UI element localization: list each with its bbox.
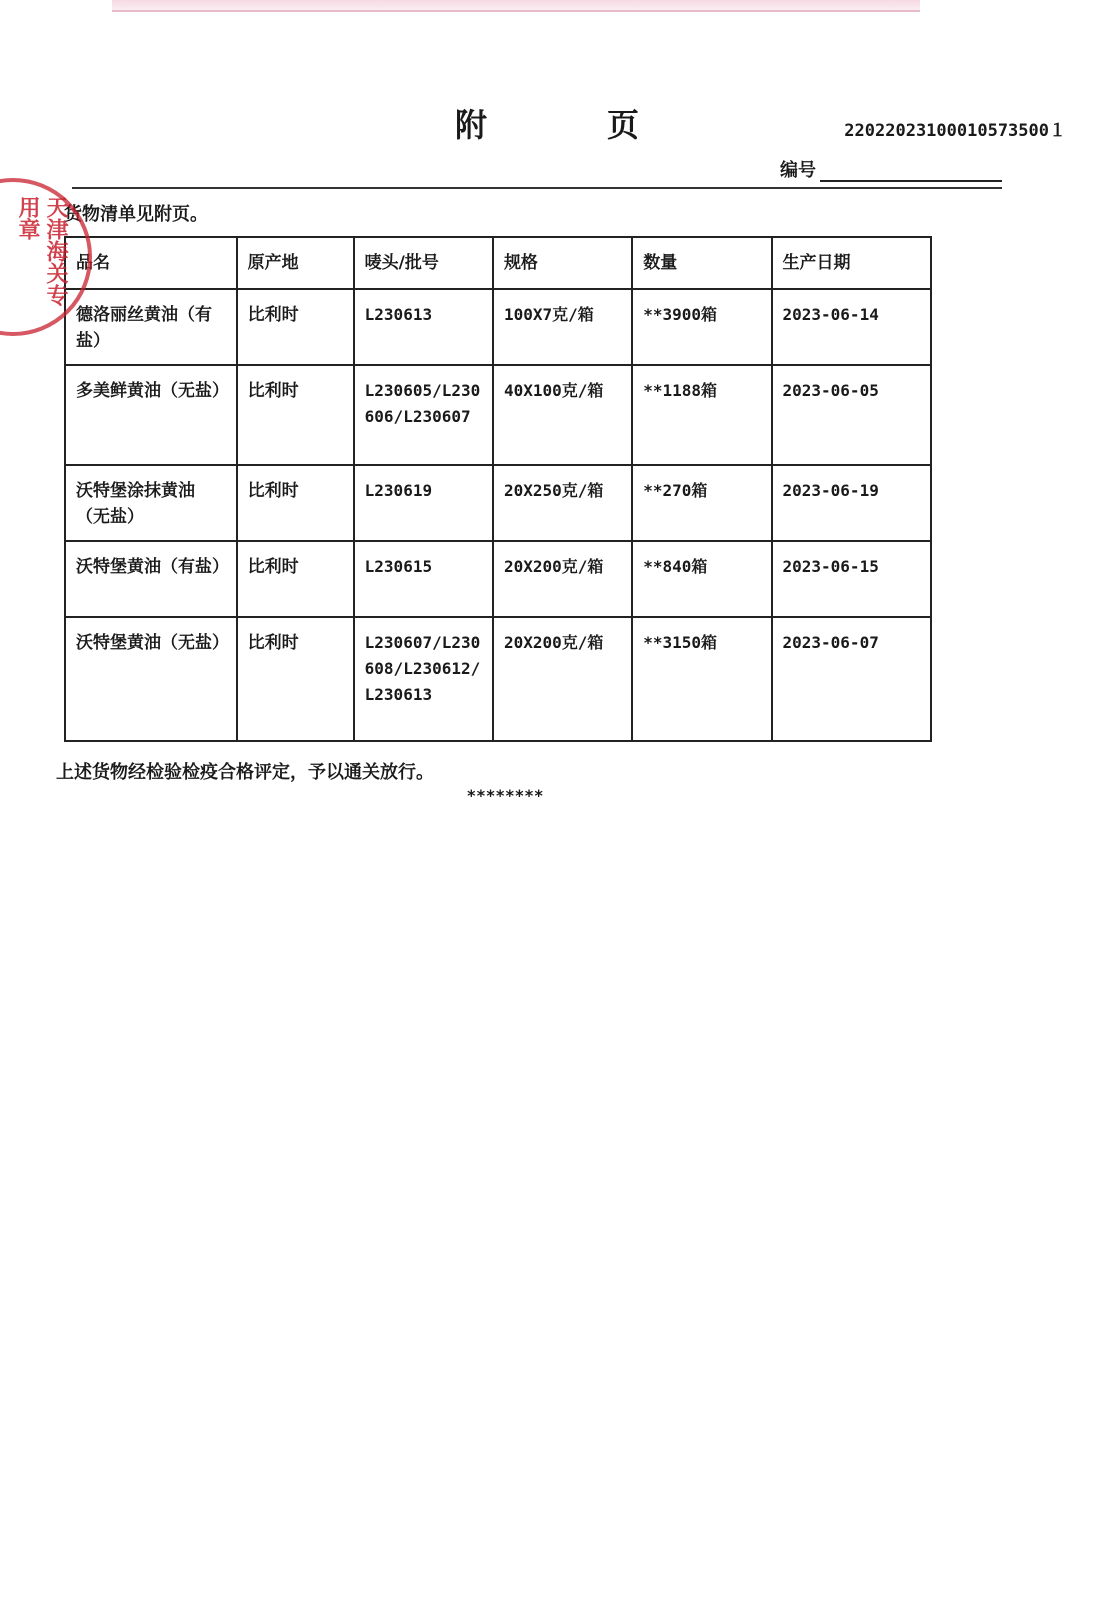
cell-name: 沃特堡涂抹黄油（无盐） xyxy=(65,465,237,541)
cell-name: 沃特堡黄油（无盐） xyxy=(65,617,237,741)
cell-origin: 比利时 xyxy=(237,465,354,541)
cell-date: 2023-06-14 xyxy=(772,289,932,365)
header-qty: 数量 xyxy=(632,237,771,289)
intro-text: 货物清单见附页。 xyxy=(64,204,208,225)
cell-origin: 比利时 xyxy=(237,617,354,741)
header-divider xyxy=(72,187,1002,189)
cell-qty: **3900箱 xyxy=(632,289,771,365)
cell-qty: **270箱 xyxy=(632,465,771,541)
table-row xyxy=(65,289,931,365)
cell-name: 多美鲜黄油（无盐） xyxy=(65,365,237,465)
cell-name: 沃特堡黄油（有盐） xyxy=(65,541,237,617)
cell-qty: **1188箱 xyxy=(632,365,771,465)
top-color-band xyxy=(112,0,920,12)
cell-qty: **840箱 xyxy=(632,541,771,617)
header-name: 品名 xyxy=(65,237,237,289)
certificate-number: 22022023100010573500１ xyxy=(844,121,1066,141)
serial-label: 编号 xyxy=(780,160,816,181)
table-header-row xyxy=(65,237,931,289)
page-title: 附页 xyxy=(454,106,759,144)
cell-spec: 20X250克/箱 xyxy=(493,465,632,541)
cell-origin: 比利时 xyxy=(237,365,354,465)
clearance-note: 上述货物经检验检疫合格评定，予以通关放行。 xyxy=(56,762,434,783)
cell-mark: L230615 xyxy=(354,541,493,617)
serial-blank-line xyxy=(820,162,1002,182)
cell-spec: 20X200克/箱 xyxy=(493,617,632,741)
seal-text: 天津海关专用章 xyxy=(15,196,69,306)
goods-table xyxy=(64,236,932,742)
table-row xyxy=(65,617,931,741)
cell-origin: 比利时 xyxy=(237,541,354,617)
cell-origin: 比利时 xyxy=(237,289,354,365)
cell-mark: L230607/L230608/L230612/L230613 xyxy=(354,617,493,741)
cell-name: 德洛丽丝黄油（有盐） xyxy=(65,289,237,365)
table-row xyxy=(65,365,931,465)
table-row xyxy=(65,465,931,541)
cell-qty: **3150箱 xyxy=(632,617,771,741)
cell-mark: L230605/L230606/L230607 xyxy=(354,365,493,465)
cell-mark: L230613 xyxy=(354,289,493,365)
header-spec: 规格 xyxy=(493,237,632,289)
cell-mark: L230619 xyxy=(354,465,493,541)
table-row xyxy=(65,541,931,617)
header-date: 生产日期 xyxy=(772,237,932,289)
cell-date: 2023-06-19 xyxy=(772,465,932,541)
cell-spec: 40X100克/箱 xyxy=(493,365,632,465)
cell-date: 2023-06-05 xyxy=(772,365,932,465)
end-mark: ******** xyxy=(466,786,544,805)
header-mark: 唛头/批号 xyxy=(354,237,493,289)
cell-date: 2023-06-07 xyxy=(772,617,932,741)
cell-spec: 100X7克/箱 xyxy=(493,289,632,365)
serial-number-row xyxy=(780,156,1002,182)
cell-spec: 20X200克/箱 xyxy=(493,541,632,617)
header-origin: 原产地 xyxy=(237,237,354,289)
cell-date: 2023-06-15 xyxy=(772,541,932,617)
